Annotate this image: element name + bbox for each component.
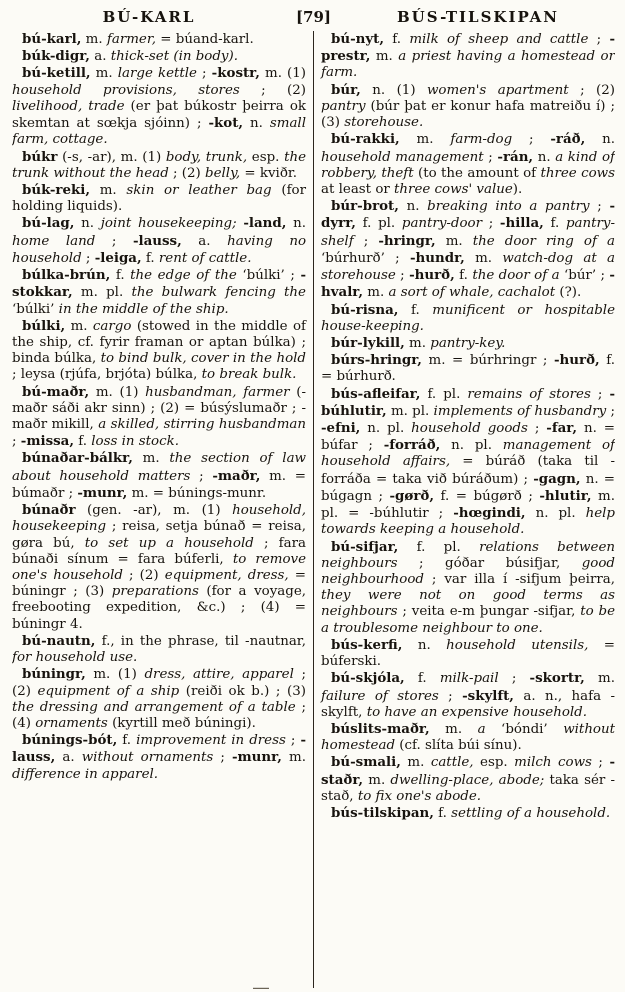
citation-text: a.: [89, 49, 111, 65]
citation-text: m. (1): [89, 384, 146, 400]
citation-text: ; fara búnaði sínum = fara búferli,: [12, 535, 306, 567]
headword: bú-ketill,: [22, 65, 91, 82]
citation-text: m.: [65, 318, 93, 334]
headword: bú-nautn,: [22, 632, 96, 649]
definition-text: to bind bulk, cover in the hold: [100, 351, 306, 367]
definition-text: to fix one's abode.: [357, 788, 482, 804]
citation-text: (to the amount of: [413, 165, 541, 181]
citation-text: ; reisa, setja búnað = reisa, gøra bú,: [12, 519, 306, 551]
citation-text: f.: [543, 216, 566, 232]
citation-text: f. pl.: [355, 216, 402, 232]
definition-text: having no household: [12, 233, 306, 266]
header-right-catchword: BÚS-TILSKIPAN: [396, 8, 560, 26]
definition-text: milk of sheep and cattle: [409, 32, 589, 47]
headword: -hœgindi,: [453, 505, 526, 522]
definition-text: milk-pail: [439, 671, 499, 687]
headword: -búhlutir,: [321, 385, 615, 419]
headword: búk-reki,: [22, 181, 90, 198]
citation-text: ; (2): [239, 82, 306, 98]
headword: bú-nyt,: [331, 31, 385, 47]
citation-text: ; (2): [168, 165, 206, 181]
citation-text: ; (2): [12, 667, 306, 699]
definition-text: the door ring of a: [472, 233, 615, 249]
citation-text: ; (4): [12, 699, 306, 731]
dictionary-entry: [321, 637, 615, 670]
headword: búkr: [22, 148, 58, 165]
citation-text: f.: [110, 268, 131, 284]
citation-text: (stowed in the middle of the ship, cf. fyrir framan or aptan búlka) ; binda búlka,: [12, 318, 306, 367]
citation-text: n.: [533, 149, 556, 165]
citation-text: ; leysa (rjúfa, brjóta) búlka,: [12, 367, 202, 383]
citation-text: m. (1): [259, 66, 307, 82]
definition-text: they were not on good terms as neighbours: [321, 588, 615, 620]
headword: búslits-maðr,: [331, 720, 430, 737]
headword: -staðr,: [321, 754, 615, 788]
definition-text: cargo: [92, 318, 132, 334]
printers-mark: [253, 987, 269, 989]
definition-text: a sort of whale, cachalot: [388, 285, 556, 301]
definition-text: dress, attire, apparel: [144, 667, 294, 683]
headword: -hringr,: [378, 232, 436, 249]
headword: -maðr,: [212, 467, 261, 484]
headword: búlka-brún,: [22, 267, 111, 284]
headword: -forráð,: [383, 437, 441, 454]
headword: -kot,: [208, 115, 244, 132]
dictionary-entry: [321, 670, 615, 721]
headword: bús-afleifar,: [331, 385, 421, 402]
definition-text: difference in apparel.: [12, 766, 159, 782]
citation-text: taka sér -stað,: [321, 772, 615, 804]
definition-text: the door of a: [472, 268, 560, 284]
page-number: [79]: [295, 8, 332, 26]
citation-text: n. = búgagn ;: [321, 471, 615, 504]
definition-text: household goods: [411, 421, 528, 437]
headword: -rán,: [497, 148, 534, 165]
headword: -lauss,: [12, 732, 306, 766]
citation-text: m.: [400, 755, 431, 771]
definition-text: livelihood, trade: [12, 98, 125, 114]
citation-text: (kyrtill með búningi).: [107, 715, 256, 731]
dictionary-entry: [12, 48, 306, 65]
headword: -stokkar,: [12, 267, 306, 301]
definition-text: to set up a household: [84, 535, 254, 551]
citation-text: f.: [117, 733, 137, 749]
dictionary-entry: [12, 31, 306, 48]
headword: -efni,: [321, 420, 361, 437]
citation-text: ; veita e-m þungar -sifjar,: [397, 604, 581, 620]
definition-text: belly,: [205, 165, 241, 181]
headword: -hurð,: [554, 352, 600, 369]
dictionary-entry: [321, 721, 615, 754]
citation-text: n.: [243, 116, 270, 132]
headword: -munr,: [77, 484, 128, 501]
citation-text: n. pl.: [525, 506, 586, 522]
headword: -ráð,: [550, 131, 586, 148]
citation-text: (for a voyage, freebooting expedition, &c.) ; (4) = búningr 4.: [12, 584, 306, 632]
headword: -skortr,: [529, 670, 585, 687]
definition-text: the edge of the: [130, 268, 237, 284]
definition-text: cattle,: [430, 755, 474, 771]
definition-text: small farm, cottage.: [12, 116, 306, 148]
left-column: [12, 31, 313, 988]
definition-text: improvement in dress: [136, 733, 286, 749]
dictionary-entry: [12, 149, 306, 182]
dictionary-entry: [12, 182, 306, 215]
definition-text: munificent or hospitable house-keeping.: [321, 302, 615, 334]
citation-text: f.: [454, 268, 473, 284]
citation-text: ;: [213, 750, 232, 766]
headword: bú-sifjar,: [331, 538, 399, 555]
citation-text: f. pl.: [420, 386, 468, 402]
citation-text: n.: [74, 216, 101, 232]
dictionary-entry: [321, 31, 615, 82]
definition-text: a kind of robbery, theft: [321, 149, 615, 181]
citation-text: ;: [498, 671, 530, 687]
headword: bús-tilskipan,: [331, 805, 434, 822]
headword: -hundr,: [409, 249, 465, 266]
headword: búnings-bót,: [22, 732, 118, 749]
dictionary-entry: [12, 450, 306, 502]
citation-text: ;: [353, 233, 379, 249]
citation-text: a.: [181, 233, 228, 249]
definition-text: management of household affairs,: [321, 438, 615, 470]
citation-text: m. (1): [85, 667, 145, 683]
citation-text: n. pl.: [440, 438, 503, 454]
definition-text: preparations: [111, 584, 199, 600]
citation-text: m.: [584, 671, 615, 687]
dictionary-entry: [321, 131, 615, 198]
citation-text: at least or: [321, 181, 395, 197]
citation-text: ‘búr’ ;: [559, 268, 610, 284]
headword: -missa,: [20, 433, 75, 450]
definition-text: rent of cattle.: [158, 250, 252, 266]
citation-text: ‘búrhurð’ ;: [321, 250, 410, 266]
citation-text: ;: [590, 386, 610, 402]
citation-text: m.: [464, 250, 503, 266]
definition-text: to be a troublesome neighbour to one.: [321, 604, 615, 636]
right-column: [314, 31, 615, 988]
dictionary-entry: [12, 215, 306, 267]
citation-text: m.: [363, 285, 389, 301]
citation-text: m.: [429, 721, 478, 737]
headword: -skylft,: [462, 687, 514, 704]
citation-text: ;: [588, 32, 610, 47]
citation-text: m.: [281, 750, 306, 766]
definition-text: milch cows: [514, 755, 592, 771]
definition-text: without homestead: [321, 721, 615, 754]
headword: -prestr,: [321, 31, 615, 65]
headword: búlki,: [22, 317, 66, 334]
dictionary-entry: [321, 198, 615, 301]
citation-text: ;: [483, 149, 498, 165]
headword: búr-lykill,: [331, 334, 405, 351]
citation-text: n.: [402, 637, 447, 653]
definition-text: implements of husbandry: [433, 403, 607, 419]
dictionary-entry: [12, 502, 306, 633]
definition-text: three cows' value: [394, 181, 513, 197]
headword: -gørð,: [389, 487, 435, 504]
definition-text: help towards keeping a household.: [321, 506, 615, 538]
dictionary-entry: [321, 805, 615, 822]
definition-text: a skilled, stirring husbandman: [98, 417, 306, 433]
citation-text: m.: [435, 233, 473, 249]
citation-text: = búráð (taka til -forráða = taka við búráðum) ;: [321, 454, 615, 487]
headword: -far,: [546, 420, 578, 437]
citation-text: = búningr ; (3): [12, 568, 306, 600]
definition-text: household utensils,: [446, 637, 589, 653]
citation-text: n. = búfar ;: [321, 421, 615, 454]
citation-text: ;: [81, 250, 95, 266]
definition-text: pantry: [321, 98, 366, 114]
definition-text: pantry-door: [401, 216, 483, 232]
citation-text: ‘bóndi’: [485, 721, 564, 737]
dictionary-entry: [12, 384, 306, 451]
definition-text: the dressing and arrangement of a table: [12, 699, 296, 715]
definition-text: joint housekeeping;: [100, 216, 237, 232]
citation-text: ;: [606, 403, 615, 419]
citation-text: m. pl.: [72, 285, 132, 301]
headword: -hurð,: [409, 267, 455, 284]
citation-text: ;: [95, 233, 133, 249]
dictionary-entry: [321, 386, 615, 539]
citation-text: (gen. -ar), m. (1): [75, 503, 233, 519]
dictionary-entry: [321, 352, 615, 385]
citation-text: ;: [527, 421, 547, 437]
headword: bú-risna,: [331, 301, 399, 318]
citation-text: n. pl.: [360, 421, 412, 437]
citation-text: f. pl.: [398, 539, 480, 555]
definition-text: household, housekeeping: [12, 503, 306, 535]
headword: bú-smali,: [331, 754, 401, 771]
citation-text: f.: [141, 250, 159, 266]
citation-text: (reiði ok b.) ; (3): [179, 683, 306, 699]
headword: -lauss,: [132, 232, 182, 249]
dictionary-entry: [12, 267, 306, 318]
citation-text: ;: [591, 755, 610, 771]
citation-text: n.: [286, 216, 306, 232]
definition-text: breaking into a pantry: [427, 199, 590, 215]
citation-text: esp.: [247, 149, 285, 165]
definition-text: large kettle: [117, 66, 197, 82]
citation-text: (?).: [555, 285, 582, 301]
headword: búrs-hringr,: [331, 352, 422, 369]
headword: bú-lag,: [22, 215, 75, 232]
headword: -hilla,: [499, 215, 544, 232]
citation-text: f.: [398, 302, 433, 318]
citation-text: ‘búlki’: [12, 301, 59, 317]
citation-text: m. = búnings-munr.: [127, 485, 267, 501]
headword: bú-skjóla,: [331, 670, 405, 687]
header-left-catchword: BÚ-KARL: [102, 8, 196, 26]
dictionary-entry: [321, 335, 615, 352]
citation-text: = kviðr.: [240, 165, 298, 181]
definition-text: failure of stores: [321, 688, 439, 704]
headword: -kostr,: [211, 65, 260, 82]
citation-text: a. n., hafa -skylft,: [321, 688, 615, 720]
definition-text: equipment of a ship: [37, 683, 180, 699]
citation-text: m. pl.: [386, 403, 434, 419]
citation-text: ;: [512, 132, 551, 148]
citation-text: m.: [90, 182, 127, 198]
citation-text: (-s, -ar), m. (1): [57, 149, 166, 165]
citation-text: n.: [585, 132, 615, 148]
citation-text: ; (2): [568, 82, 615, 98]
definition-text: the trunk without the head: [12, 149, 306, 181]
dictionary-entry: [12, 633, 306, 666]
citation-text: n.: [398, 199, 428, 215]
citation-text: f. = búgørð ;: [434, 488, 540, 504]
definition-text: a: [477, 721, 486, 737]
citation-text: ).: [512, 181, 523, 197]
citation-text: a.: [55, 750, 82, 766]
citation-text: ;: [12, 434, 21, 450]
citation-text: f. = búrhurð.: [321, 353, 615, 385]
citation-text: = búferski.: [321, 637, 615, 670]
citation-text: m.: [363, 772, 391, 788]
definition-text: without ornaments: [81, 750, 214, 766]
citation-text: f.: [74, 434, 92, 450]
definition-text: dwelling-place, abode;: [390, 772, 545, 788]
headword: -dyrr,: [321, 198, 615, 232]
citation-text: m. = búrhringr ;: [421, 353, 554, 369]
dictionary-entry: [321, 754, 615, 805]
definition-text: the bulwark fencing the: [131, 285, 306, 301]
headword: bú-karl,: [22, 31, 82, 47]
definition-text: good neighbourhood: [321, 555, 615, 587]
definition-text: three cows: [540, 165, 615, 181]
headword: -hlutir,: [539, 487, 592, 504]
definition-text: skin or leather bag: [126, 182, 272, 198]
headword: búr-brot,: [331, 198, 399, 215]
citation-text: (-maðr sáði akr sinn) ; (2) = búsýslumaðr ; -maðr mikill,: [12, 384, 306, 433]
definition-text: ornaments: [35, 715, 108, 731]
citation-text: ;: [196, 66, 212, 82]
definition-text: equipment, dress,: [164, 568, 289, 583]
dictionary-entry: [12, 318, 306, 384]
definition-text: relations between neighbours: [321, 539, 615, 571]
definition-text: thick-set (in body).: [110, 49, 238, 65]
citation-text: f.: [384, 32, 410, 47]
citation-text: ;: [589, 199, 610, 215]
citation-text: (for holding liquids).: [12, 182, 306, 215]
citation-text: (búr þat er konur hafa matreiðu í) ; (3): [321, 98, 615, 131]
headword: búningr,: [22, 666, 86, 683]
citation-text: m. pl. = -búhlutir ;: [321, 488, 615, 522]
definition-text: in the middle of the ship.: [58, 301, 229, 317]
definition-text: remains of stores: [467, 386, 591, 402]
citation-text: m.: [90, 66, 118, 82]
headword: búr,: [331, 81, 361, 98]
citation-text: (er þat búkostr þeirra ok skemtan at sœkja sjóinn) ;: [12, 98, 306, 132]
definition-text: household provisions, stores: [12, 82, 240, 98]
headword: -hvalr,: [321, 267, 615, 301]
headword: -land,: [243, 215, 287, 232]
headword: bú-maðr,: [22, 383, 90, 400]
dictionary-entry: [321, 82, 615, 132]
citation-text: m.: [132, 451, 170, 467]
headword: -munr,: [231, 749, 282, 766]
citation-text: ;: [190, 468, 213, 484]
headword: búk-digr,: [22, 48, 90, 65]
definition-text: loss in stock.: [91, 434, 179, 450]
definition-text: body, trunk,: [165, 149, 248, 165]
citation-text: (cf. slíta búi sínu).: [395, 738, 522, 754]
dictionary-entry: [12, 732, 306, 783]
citation-text: m. = búmaðr ;: [12, 468, 306, 501]
citation-text: f.: [404, 671, 440, 687]
definition-text: settling of a household.: [451, 806, 611, 822]
citation-text: m.: [370, 49, 399, 65]
citation-text: n. (1): [360, 82, 427, 98]
page-header: [12, 6, 615, 31]
definition-text: farmer,: [106, 32, 157, 47]
definition-text: farm-dog: [450, 132, 513, 148]
definition-text: women's apartment: [426, 82, 569, 98]
citation-text: ; var illa í -sifjum þeirra,: [424, 572, 615, 587]
headword: bús-kerfi,: [331, 636, 403, 653]
definition-text: pantry-shelf: [321, 216, 615, 249]
headword: -gagn,: [533, 470, 581, 487]
text-columns: [12, 31, 615, 988]
dictionary-entry: [12, 65, 306, 148]
citation-text: ;: [438, 688, 463, 704]
citation-text: m.: [399, 132, 451, 148]
definition-text: storehouse.: [344, 115, 424, 131]
citation-text: = búand-karl.: [156, 32, 254, 47]
citation-text: m.: [404, 335, 431, 351]
citation-text: f., in the phrase, til -nautnar,: [95, 633, 306, 649]
headword: -leiga,: [94, 249, 142, 266]
citation-text: f.: [433, 806, 452, 822]
dictionary-entry: [321, 302, 615, 335]
definition-text: home land: [12, 233, 96, 249]
citation-text: esp.: [473, 755, 515, 771]
citation-text: ;: [285, 733, 301, 749]
citation-text: ;: [482, 216, 500, 232]
definition-text: to have an expensive household.: [366, 704, 588, 720]
definition-text: the section of law about household matters: [12, 451, 307, 484]
definition-text: husbandman, farmer: [145, 384, 290, 400]
citation-text: ;: [395, 268, 410, 284]
dictionary-entry: [321, 539, 615, 637]
citation-text: ; góðar búsifjar,: [397, 555, 582, 571]
definition-text: pantry-key.: [430, 335, 506, 351]
definition-text: household management: [321, 149, 484, 165]
headword: bú-rakki,: [331, 131, 400, 148]
headword: búnaðr: [22, 502, 76, 519]
definition-text: for household use.: [12, 650, 138, 666]
definition-text: to remove one's household: [12, 551, 306, 583]
definition-text: a priest having a homestead or farm.: [321, 49, 615, 81]
citation-text: ‘búlki’ ;: [236, 268, 301, 284]
headword: búnaðar-bálkr,: [22, 450, 133, 467]
definition-text: to break bulk.: [201, 367, 297, 383]
definition-text: watch-dog at a storehouse: [321, 250, 615, 284]
citation-text: m.: [81, 32, 107, 47]
dictionary-entry: [12, 666, 306, 732]
citation-text: ; (2): [122, 568, 165, 583]
